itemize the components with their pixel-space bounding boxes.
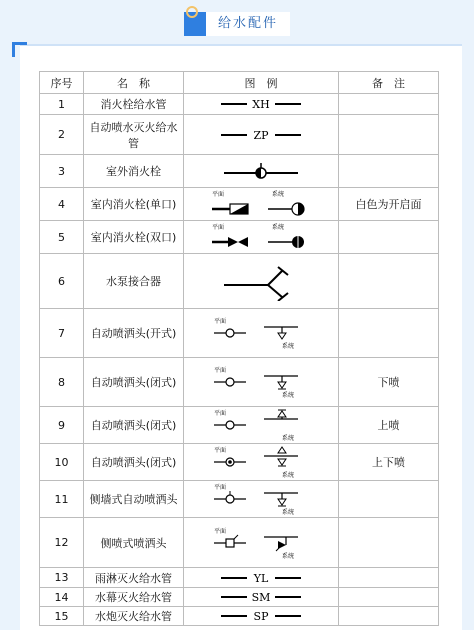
svg-text:平面: 平面	[214, 410, 227, 417]
pipe-code-label: YL	[253, 571, 269, 585]
pipe-code-label: ZP	[253, 128, 269, 142]
row-note	[339, 155, 439, 188]
row-note	[339, 588, 439, 607]
svg-text:平面: 平面	[214, 527, 227, 535]
row-name: 自动喷洒头(闭式)	[84, 407, 184, 444]
page-title: 给水配件	[206, 12, 290, 36]
row-number: 8	[40, 358, 84, 407]
table-row	[40, 254, 439, 309]
row-number: 7	[40, 309, 84, 358]
sprinkler-closed-updown-icon	[186, 444, 336, 480]
indoor-hydrant-double-icon	[186, 222, 336, 252]
row-symbol	[184, 444, 339, 481]
table-row	[40, 518, 439, 568]
row-note	[339, 518, 439, 568]
row-symbol	[184, 309, 339, 358]
section-header	[184, 12, 294, 36]
svg-text:系统: 系统	[282, 552, 295, 560]
row-symbol	[184, 115, 339, 155]
row-number: 12	[40, 518, 84, 568]
row-name: 消火栓给水管	[84, 94, 184, 115]
corner-bracket-decoration	[12, 42, 27, 57]
row-number: 15	[40, 607, 84, 626]
row-note	[339, 481, 439, 518]
table-row	[40, 568, 439, 588]
sprinkler-closed-down-icon	[186, 364, 336, 400]
row-name: 水幕灭火给水管	[84, 588, 184, 607]
row-note	[339, 568, 439, 588]
row-symbol	[184, 588, 339, 607]
row-note	[339, 309, 439, 358]
table-row	[40, 358, 439, 407]
row-symbol	[184, 94, 339, 115]
svg-text:平面: 平面	[212, 191, 225, 198]
row-number: 9	[40, 407, 84, 444]
row-number: 1	[40, 94, 84, 115]
table-row	[40, 309, 439, 358]
row-number: 13	[40, 568, 84, 588]
row-note	[339, 221, 439, 254]
row-name: 室内消火栓(单口)	[84, 188, 184, 221]
row-name: 自动喷水灭火给水管	[84, 115, 184, 155]
pump-connector-icon	[186, 261, 336, 301]
line-sp-icon	[186, 609, 336, 623]
row-note	[339, 115, 439, 155]
row-name: 室外消火栓	[84, 155, 184, 188]
row-number: 6	[40, 254, 84, 309]
svg-text:系统: 系统	[272, 191, 285, 198]
svg-text:平面: 平面	[214, 318, 227, 325]
symbol-table	[39, 71, 439, 626]
svg-text:平面: 平面	[214, 484, 227, 491]
sprinkler-side-spray-icon	[186, 525, 336, 561]
table-row	[40, 221, 439, 254]
line-sm-icon	[186, 590, 336, 604]
svg-text:平面: 平面	[214, 367, 227, 374]
row-note: 白色为开启面	[339, 188, 439, 221]
row-symbol	[184, 607, 339, 626]
row-name: 室内消火栓(双口)	[84, 221, 184, 254]
row-number: 3	[40, 155, 84, 188]
table-row	[40, 407, 439, 444]
outdoor-hydrant-icon	[186, 159, 336, 183]
svg-text:系统: 系统	[282, 392, 295, 399]
table-row	[40, 155, 439, 188]
row-name: 水炮灭火给水管	[84, 607, 184, 626]
table-row	[40, 188, 439, 221]
header-name: 名 称	[84, 72, 184, 94]
row-number: 2	[40, 115, 84, 155]
sprinkler-open-icon	[186, 315, 336, 351]
sprinkler-closed-up-icon	[186, 407, 336, 443]
row-symbol	[184, 481, 339, 518]
row-symbol	[184, 358, 339, 407]
row-number: 14	[40, 588, 84, 607]
row-name: 自动喷洒头(闭式)	[84, 444, 184, 481]
line-yl-icon	[186, 571, 336, 585]
svg-text:系统: 系统	[272, 224, 285, 231]
svg-text:系统: 系统	[282, 435, 295, 442]
row-note	[339, 254, 439, 309]
row-symbol	[184, 155, 339, 188]
header-ring-decoration	[186, 6, 198, 18]
table-row	[40, 444, 439, 481]
row-number: 10	[40, 444, 84, 481]
line-zp-icon	[186, 128, 336, 142]
table-row	[40, 607, 439, 626]
header-note: 备 注	[339, 72, 439, 94]
row-name: 侧墙式自动喷洒头	[84, 481, 184, 518]
row-symbol	[184, 568, 339, 588]
row-note: 下喷	[339, 358, 439, 407]
indoor-hydrant-single-icon	[186, 189, 336, 219]
row-note: 上下喷	[339, 444, 439, 481]
row-number: 4	[40, 188, 84, 221]
row-name: 侧喷式喷洒头	[84, 518, 184, 568]
pipe-code-label: SP	[253, 610, 269, 623]
pipe-code-label: SM	[251, 591, 271, 604]
table-row	[40, 94, 439, 115]
table-row	[40, 588, 439, 607]
row-symbol	[184, 254, 339, 309]
row-name: 水泵接合器	[84, 254, 184, 309]
row-symbol	[184, 221, 339, 254]
svg-text:平面: 平面	[214, 447, 227, 454]
pipe-code-label: XH	[252, 98, 270, 111]
row-symbol	[184, 407, 339, 444]
row-name: 雨淋灭火给水管	[84, 568, 184, 588]
header-symbol: 图 例	[184, 72, 339, 94]
svg-text:平面: 平面	[212, 224, 225, 231]
row-name: 自动喷洒头(开式)	[84, 309, 184, 358]
row-note: 上喷	[339, 407, 439, 444]
row-symbol	[184, 188, 339, 221]
svg-text:系统: 系统	[282, 472, 295, 479]
row-note	[339, 94, 439, 115]
row-number: 5	[40, 221, 84, 254]
sprinkler-sidewall-icon	[186, 481, 336, 517]
svg-text:系统: 系统	[282, 509, 295, 516]
row-name: 自动喷洒头(闭式)	[84, 358, 184, 407]
svg-text:系统: 系统	[282, 343, 295, 350]
table-header-row	[40, 72, 439, 94]
table-row	[40, 481, 439, 518]
row-note	[339, 607, 439, 626]
line-xh-icon	[186, 97, 336, 111]
header-number: 序号	[40, 72, 84, 94]
row-symbol	[184, 518, 339, 568]
row-number: 11	[40, 481, 84, 518]
table-row	[40, 115, 439, 155]
